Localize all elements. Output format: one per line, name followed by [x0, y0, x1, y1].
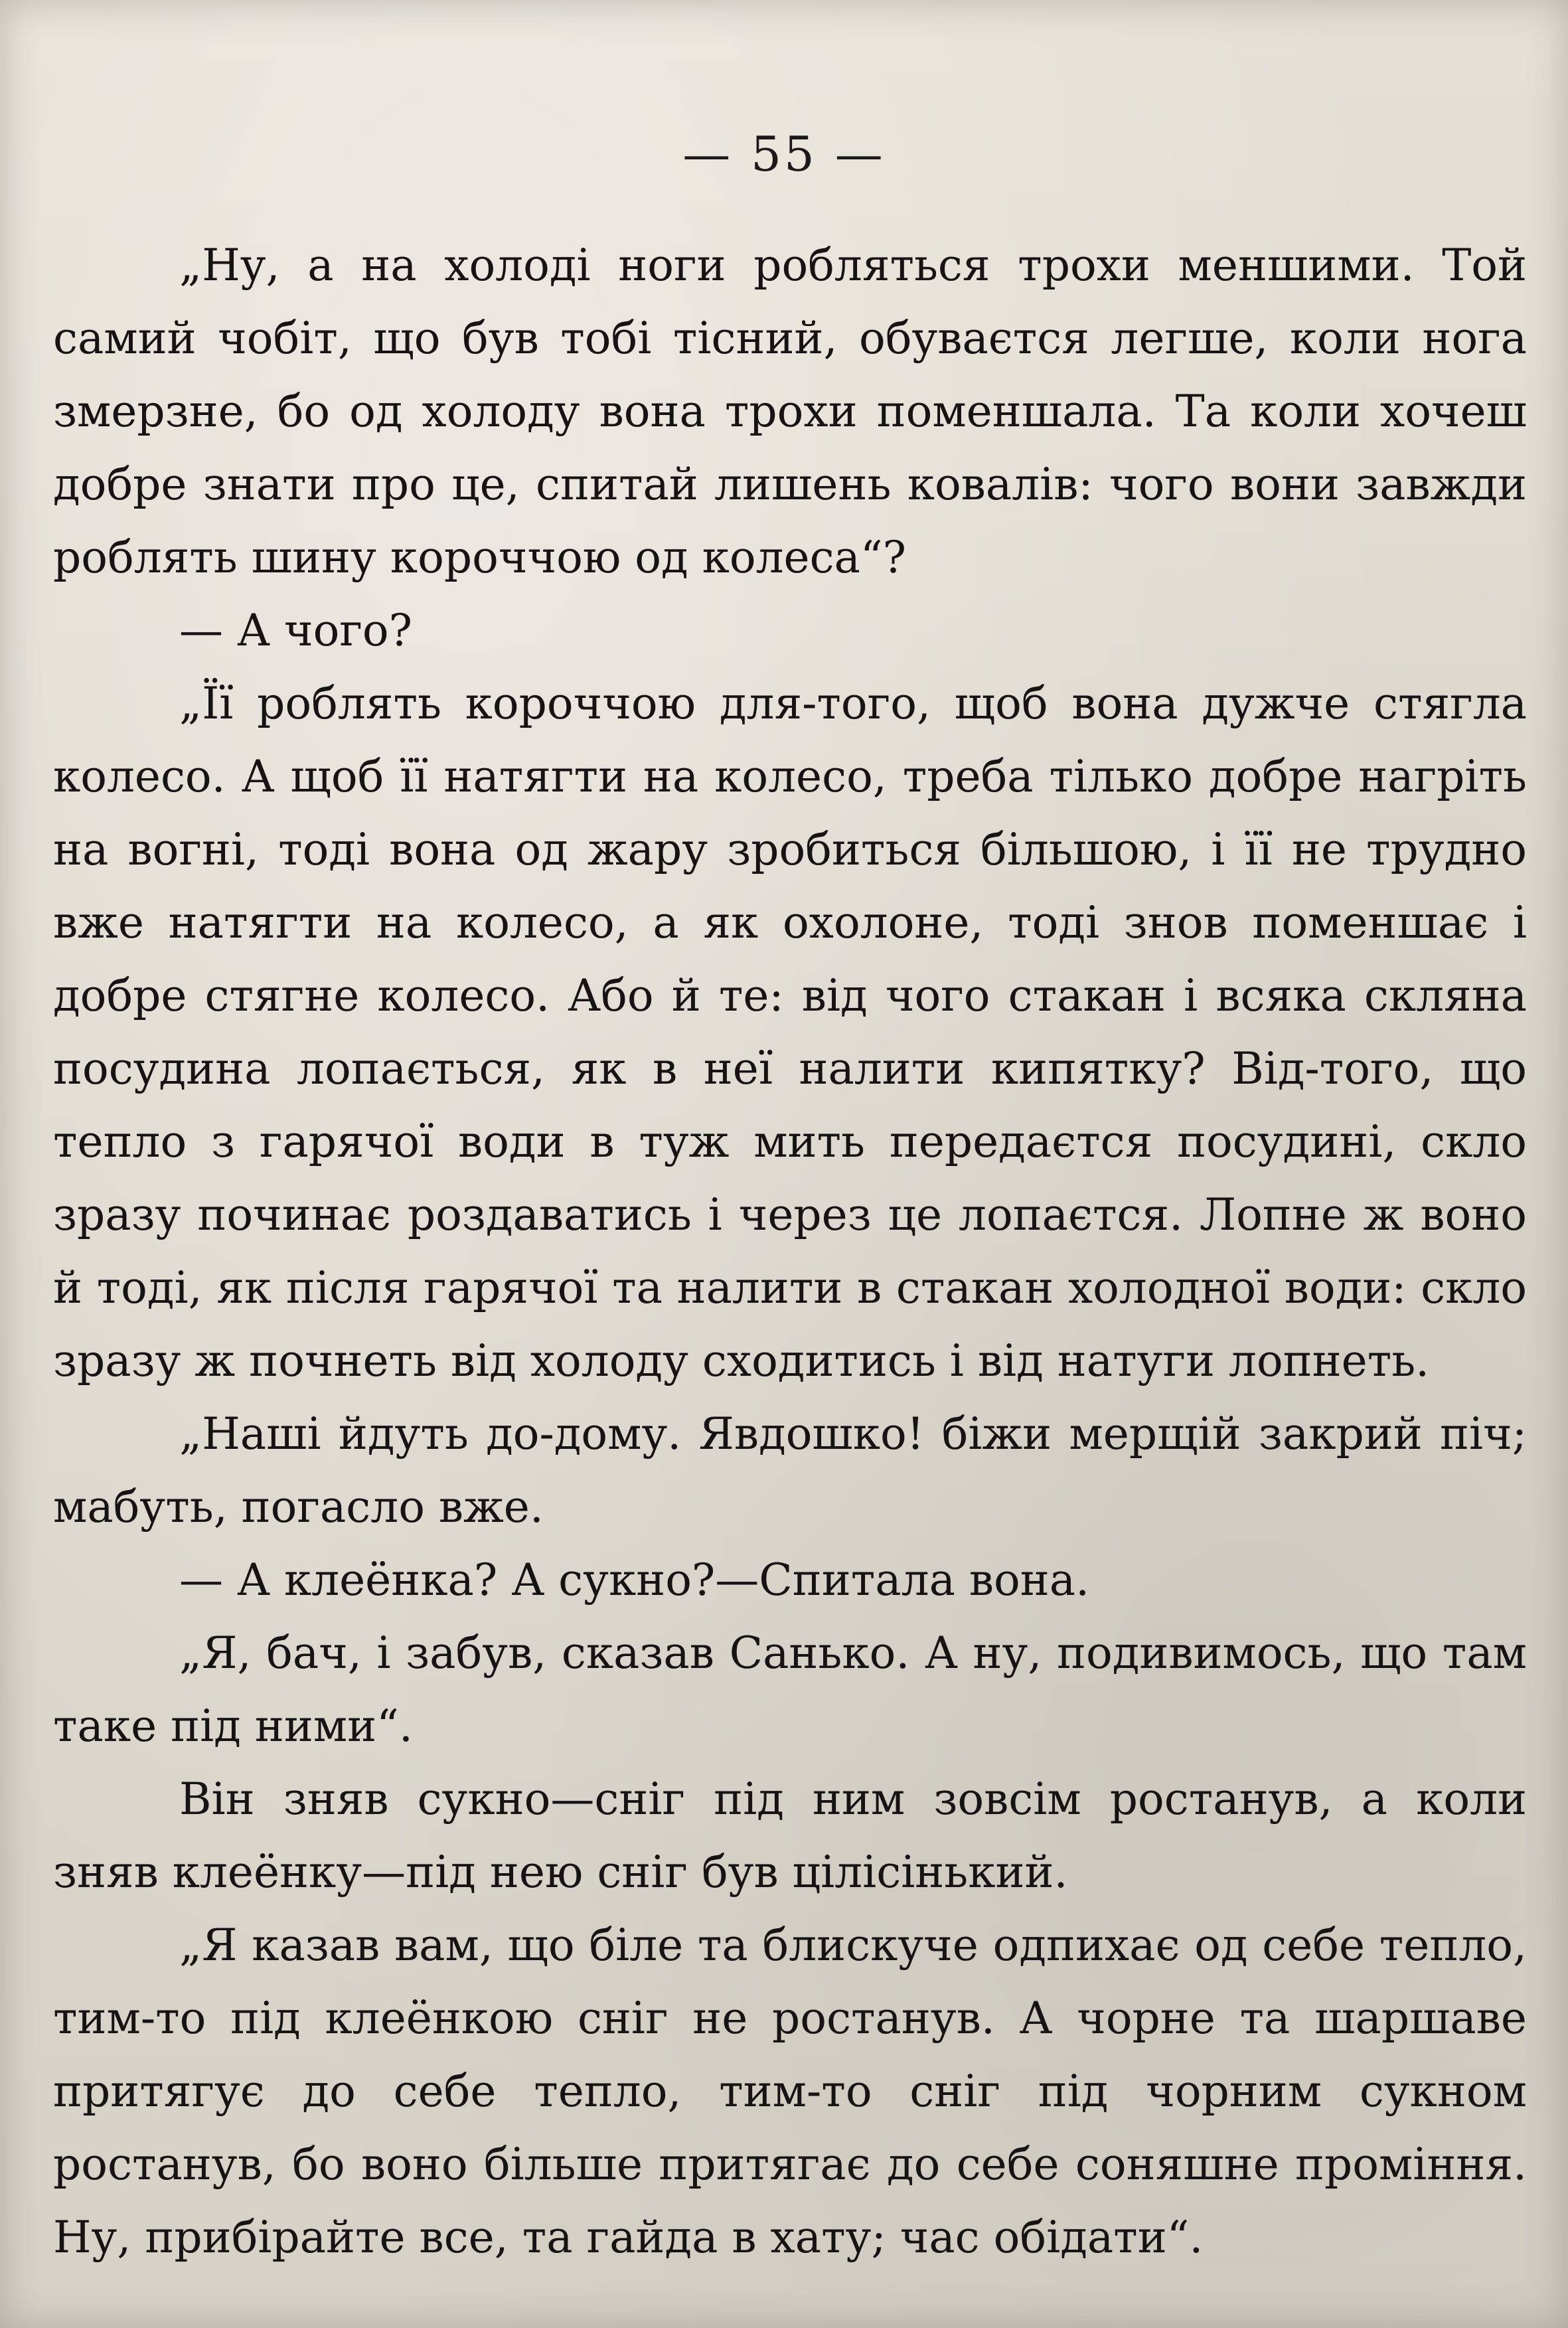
- paragraph: „Я казав вам, що біле та блискуче одпихає од себе тепло, тим-то під клеёнкою сніг не ростанув. А чорне та шаршаве притягує до себе тепло, тим-то сніг під чорним сукном ростанув, бо воно більше притягає до себе соняшне проміння. Ну, прибірайте все, та гайда в хату; час обідати“.: [53, 1920, 1527, 2263]
- body-text: [53, 229, 1527, 2274]
- paragraph: „Ну, а на холоді ноги робляться трохи меншими. Той самий чобіт, що був тобі тісний, обуваєтся легше, коли нога змерзне, бо од холоду вона трохи поменшала. Та коли хочеш добре знати про це, спитай лишень ковалів: чого вони завжди роблять шину короччою од колеса“?: [53, 240, 1527, 583]
- paragraph: — А чого?: [179, 605, 413, 656]
- page-number: — 55 —: [682, 126, 886, 182]
- paragraph: „Наші йдуть до-дому. Явдошко! біжи мерщій закрий піч; мабуть, погасло вже.: [53, 1408, 1527, 1533]
- paragraph: „Її роблять короччою для-того, щоб вона дужче стягла колесо. А щоб її натягти на колесо, треба тілько добре нагріть на вогні, тоді вона од жару зробиться більшою, і її не трудно вже натягти на колесо, а як охолоне, тоді знов поменшає і добре стягне колесо. Або й те: від чого стакан і всяка скляна посудина лопається, як в неї налити кипятку? Від-того, що тепло з гарячої води в туж мить передаєтся посудині, скло зразу починає роздаватись і через це лопаєтся. Лопне ж воно й тоді, як після гарячої та налити в стакан холодної води: скло зразу ж почнеть від холоду сходитись і від натуги лопнеть.: [53, 678, 1527, 1386]
- paragraph: Він зняв сукно—сніг під ним зовсім ростанув, а коли зняв клеёнку—під нею сніг був цілісінький.: [53, 1774, 1527, 1898]
- paragraph: „Я, бач, і забув, сказав Санько. А ну, подивимось, що там таке під ними“.: [53, 1627, 1527, 1752]
- paragraph: — А клеёнка? А сукно?—Спитала вона.: [179, 1554, 1090, 1606]
